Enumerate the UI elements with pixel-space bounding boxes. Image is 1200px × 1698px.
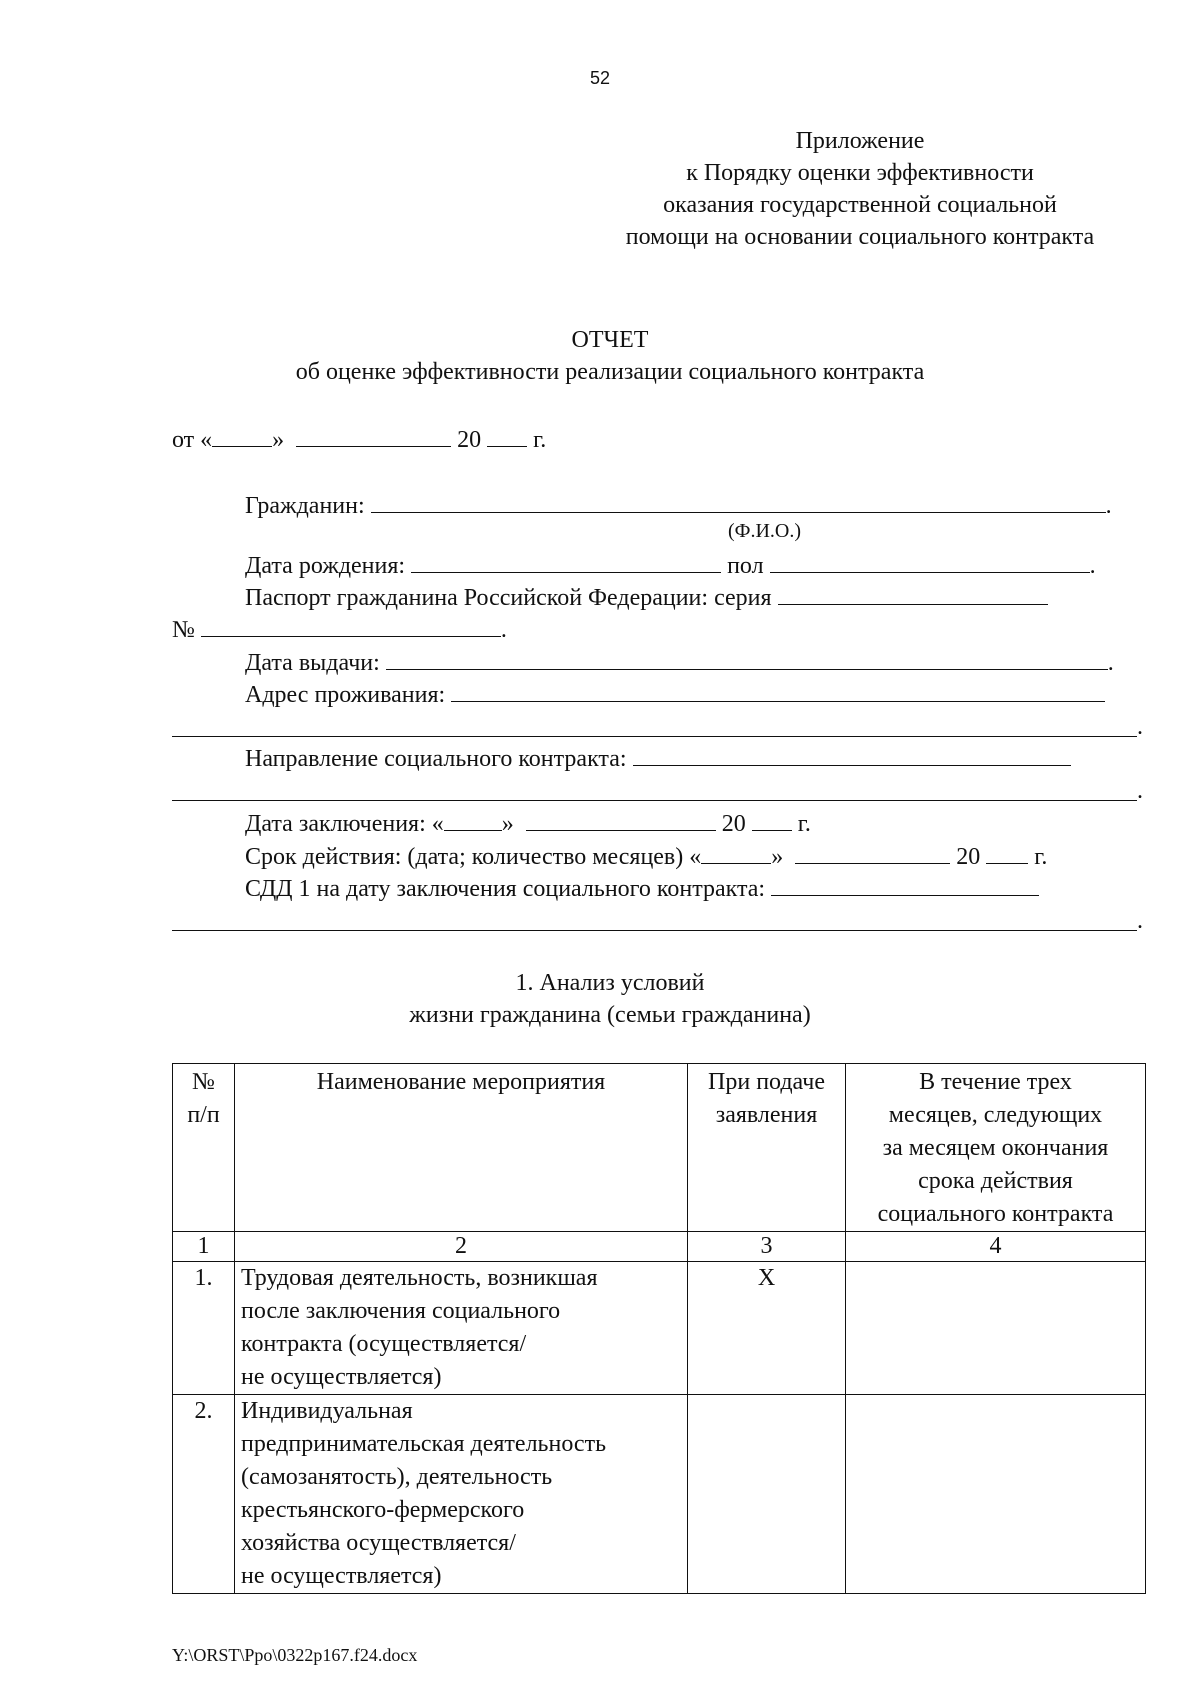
sex-blank[interactable] <box>770 550 1090 573</box>
column-number-row <box>173 1232 1146 1262</box>
section-title <box>0 967 1200 1031</box>
analysis-table <box>172 1063 1146 1594</box>
activity-line: крестьянского-фермерского <box>241 1497 525 1523</box>
conclusion-day-blank[interactable] <box>444 808 502 831</box>
appendix-header <box>560 125 1160 253</box>
row-activity <box>235 1262 688 1395</box>
period: . <box>1137 908 1143 934</box>
conclusion-close-quote: » <box>501 811 514 837</box>
term-field <box>245 841 1047 872</box>
table-row <box>173 1395 1146 1594</box>
term-year-suffix: г. <box>1034 844 1048 870</box>
date-close-quote: » <box>272 427 285 453</box>
passport-series-blank[interactable] <box>778 582 1048 605</box>
page-number: 52 <box>589 68 611 88</box>
activity-line: контракта (осуществляется/ <box>241 1331 527 1357</box>
header-line: Наименование мероприятия <box>316 1069 606 1095</box>
header-line: социального контракта <box>877 1201 1114 1227</box>
day-blank[interactable] <box>212 424 272 447</box>
direction-field <box>245 743 1071 774</box>
direction-continuation-line[interactable] <box>172 800 1137 801</box>
period: . <box>1107 650 1114 676</box>
row-three-months[interactable] <box>846 1262 1146 1395</box>
activity-line: Индивидуальная <box>241 1398 413 1424</box>
activity-line: не осуществляется) <box>241 1563 442 1589</box>
activity-line: предпринимательская деятельность <box>241 1431 607 1457</box>
period: . <box>1089 553 1096 579</box>
row-at-application[interactable] <box>688 1395 846 1594</box>
address-label: Адрес проживания: <box>245 682 446 708</box>
activity-line: Трудовая деятельность, возникшая <box>241 1265 598 1291</box>
term-day-blank[interactable] <box>701 841 771 864</box>
passport-number-blank[interactable] <box>201 614 501 637</box>
passport-field <box>245 582 1048 613</box>
row-number: 2. <box>173 1395 235 1594</box>
column-number: 3 <box>688 1232 846 1262</box>
header-at-application <box>688 1064 846 1232</box>
section-title-line: 1. Анализ условий <box>515 970 705 996</box>
column-number: 4 <box>846 1232 1146 1262</box>
year-prefix: 20 <box>457 427 482 453</box>
conclusion-year-suffix: г. <box>797 811 811 837</box>
row-three-months[interactable] <box>846 1395 1146 1594</box>
sdd-continuation-line[interactable] <box>172 930 1137 931</box>
row-activity <box>235 1395 688 1594</box>
report-date-line <box>172 424 546 455</box>
conclusion-year-blank[interactable] <box>752 808 792 831</box>
direction-blank[interactable] <box>633 743 1071 766</box>
citizen-blank[interactable] <box>371 490 1106 513</box>
header-line: п/п <box>187 1102 220 1128</box>
passport-label: Паспорт гражданина Российской Федерации: серия <box>245 585 772 611</box>
table-header-row <box>173 1064 1146 1232</box>
date-from-label: от « <box>172 427 213 453</box>
conclusion-date-label: Дата заключения: « <box>245 811 444 837</box>
address-blank[interactable] <box>451 679 1105 702</box>
birth-field <box>245 550 1096 581</box>
term-month-blank[interactable] <box>795 841 950 864</box>
conclusion-date-field <box>245 808 811 839</box>
issue-date-label: Дата выдачи: <box>245 650 380 676</box>
appendix-line: к Порядку оценки эффективности <box>686 160 1034 186</box>
report-title-block <box>0 324 1200 388</box>
term-label: Срок действия: (дата; количество месяцев) « <box>245 844 702 870</box>
period: . <box>1137 714 1143 740</box>
issue-date-blank[interactable] <box>386 647 1108 670</box>
appendix-line: Приложение <box>795 128 925 154</box>
header-activity <box>235 1064 688 1232</box>
birth-label: Дата рождения: <box>245 553 406 579</box>
header-line: заявления <box>715 1102 818 1128</box>
sex-label: пол <box>727 553 764 579</box>
period: . <box>500 617 507 643</box>
fio-hint: (Ф.И.О.) <box>728 520 802 542</box>
sdd-label: СДД 1 на дату заключения социального контракта: <box>245 876 766 902</box>
year-suffix: г. <box>533 427 547 453</box>
header-three-months <box>846 1064 1146 1232</box>
passport-number-field <box>172 614 507 645</box>
citizen-field <box>245 490 1112 521</box>
report-title: ОТЧЕТ <box>571 327 649 353</box>
period: . <box>1137 778 1143 804</box>
activity-line: не осуществляется) <box>241 1364 442 1390</box>
header-line: месяцев, следующих <box>888 1102 1103 1128</box>
term-year-blank[interactable] <box>986 841 1028 864</box>
activity-line: после заключения социального <box>241 1298 561 1324</box>
header-line: № <box>192 1069 215 1095</box>
month-blank[interactable] <box>296 424 451 447</box>
conclusion-month-blank[interactable] <box>526 808 716 831</box>
header-line: срока действия <box>918 1168 1073 1194</box>
header-line: При подаче <box>708 1069 825 1095</box>
header-line: В течение трех <box>919 1069 1072 1095</box>
sdd-blank[interactable] <box>771 873 1039 896</box>
column-number: 2 <box>235 1232 688 1262</box>
appendix-line: помощи на основании социального контракта <box>625 224 1095 250</box>
issue-date-field <box>245 647 1114 678</box>
direction-label: Направление социального контракта: <box>245 746 627 772</box>
header-number <box>173 1064 235 1232</box>
header-line: за месяцем окончания <box>882 1135 1109 1161</box>
activity-line: (самозанятость), деятельность <box>241 1464 553 1490</box>
column-number: 1 <box>173 1232 235 1262</box>
address-field <box>245 679 1105 710</box>
birth-blank[interactable] <box>411 550 721 573</box>
year-blank[interactable] <box>487 424 527 447</box>
report-subtitle: об оценке эффективности реализации социального контракта <box>295 359 925 385</box>
section-title-line: жизни гражданина (семьи гражданина) <box>409 1002 811 1028</box>
number-label: № <box>172 617 195 643</box>
term-close-quote: » <box>771 844 784 870</box>
term-year-prefix: 20 <box>956 844 981 870</box>
table-row <box>173 1262 1146 1395</box>
appendix-line: оказания государственной социальной <box>663 192 1057 218</box>
citizen-label: Гражданин: <box>245 493 365 519</box>
activity-line: хозяйства осуществляется/ <box>241 1530 516 1556</box>
row-at-application[interactable]: X <box>688 1262 846 1395</box>
row-number: 1. <box>173 1262 235 1395</box>
sdd-field <box>245 873 1039 904</box>
file-path-footer: Y:\ORST\Ppo\0322p167.f24.docx <box>172 1645 418 1665</box>
period: . <box>1105 493 1112 519</box>
address-continuation-line[interactable] <box>172 736 1137 737</box>
conclusion-year-prefix: 20 <box>721 811 746 837</box>
